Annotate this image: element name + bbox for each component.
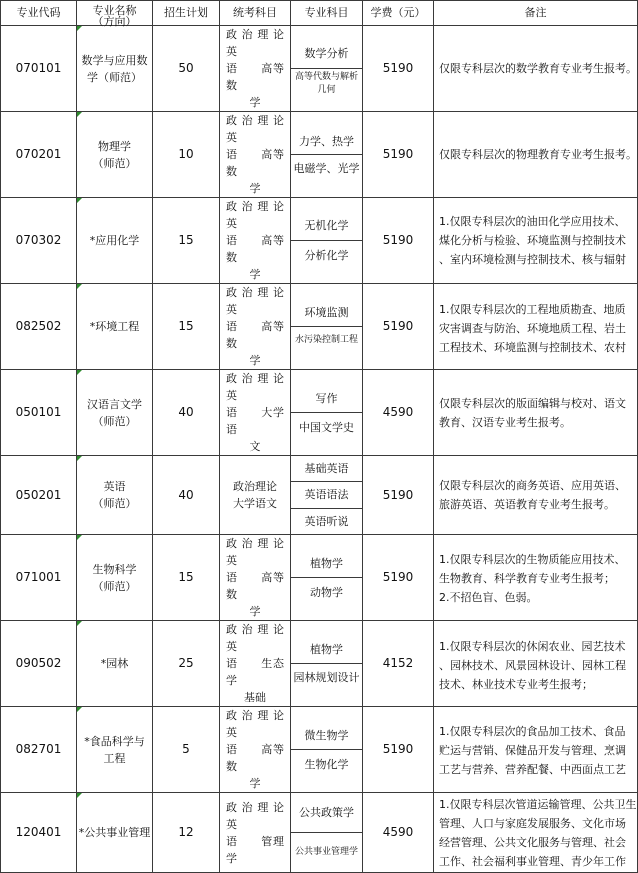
subject-list — [291, 549, 362, 606]
enrollment-plan: 10 — [178, 147, 194, 161]
remark-line: 工作、社会福利事业管理、青少年工作 — [439, 854, 626, 868]
remark-cell — [434, 456, 638, 535]
header-fee: 学费（元） — [363, 1, 434, 26]
table-row — [1, 456, 638, 535]
subject-item: 公共事业管理学 — [294, 847, 358, 857]
major-code-cell — [1, 284, 77, 370]
header-unified: 统考科目 — [220, 1, 291, 26]
major-code-cell — [1, 793, 77, 873]
remark-cell — [434, 198, 638, 284]
subject-cell — [291, 198, 363, 284]
header-row — [1, 1, 638, 26]
remark-line: 、园林技术、风景园林设计、园林工程 — [439, 658, 626, 672]
major-name-line2: （师范） — [92, 414, 137, 428]
unified-exam-line: 语 生态学 — [226, 657, 284, 687]
unified-exam-line: 政治理论 英 — [226, 286, 295, 316]
enrollment-plan: 40 — [178, 405, 194, 419]
remark-text — [439, 637, 637, 691]
remark-line: 1.仅限专科层次的生物质能应用技术、 — [439, 552, 626, 566]
corner-mark — [77, 456, 82, 461]
major-code-cell — [1, 621, 77, 707]
remark-cell — [434, 621, 638, 707]
subject-list — [291, 128, 362, 181]
unified-exam-text — [220, 707, 295, 792]
unified-exam-line: 政治理论 英 — [226, 709, 295, 739]
table-row — [1, 112, 638, 198]
subject-item: 生物化学 — [304, 757, 349, 771]
remark-line: 1.仅限专科层次的休闲农业、园艺技术 — [439, 639, 626, 653]
subject-list — [291, 721, 362, 778]
corner-mark — [77, 793, 82, 798]
subject-cell — [291, 456, 363, 535]
tuition-fee: 5190 — [382, 147, 414, 161]
unified-exam-text — [220, 198, 295, 283]
major-name-line1: 数学与应用数 — [81, 53, 148, 67]
remark-line: 仅限专科层次的物理教育专业考生报考。 — [439, 148, 637, 161]
header-subject: 专业科目 — [291, 1, 363, 26]
plan-cell — [153, 370, 220, 456]
major-name-line1: 物理学 — [98, 139, 131, 153]
remark-cell — [434, 370, 638, 456]
unified-exam-line: 语 大学语 — [226, 406, 284, 436]
unified-exam-cell — [220, 198, 295, 284]
enrollment-plan: 15 — [178, 319, 194, 333]
remark-line: 2.不招色盲、色弱。 — [439, 590, 538, 604]
tuition-cell — [363, 198, 434, 284]
unified-exam-cell — [220, 621, 295, 707]
remark-text — [439, 212, 637, 269]
subject-item: 环境监测 — [291, 299, 362, 327]
remark-text — [439, 476, 637, 514]
unified-exam-line: 语 高等数 — [226, 571, 284, 601]
subject-cell — [291, 707, 363, 793]
major-code: 082502 — [15, 319, 62, 333]
table-row — [1, 535, 638, 621]
unified-exam-line: 学 — [249, 605, 261, 618]
remark-line: 教育、汉语专业考生报考。 — [439, 415, 571, 429]
subject-item: 高等代数与解析几何 — [294, 72, 358, 95]
major-name-line1: *园林 — [100, 657, 129, 670]
subject-item: 力学、热学 — [291, 128, 362, 155]
corner-mark — [77, 370, 82, 375]
unified-exam-text — [220, 799, 295, 867]
unified-exam-line: 语 管理学 — [226, 834, 284, 865]
remark-cell — [434, 793, 638, 873]
unified-exam-line: 学 — [249, 96, 261, 109]
table-row — [1, 621, 638, 707]
remark-line: 技术、林业技术专业考生报考； — [439, 677, 593, 691]
remark-text — [439, 145, 637, 164]
major-code: 070201 — [15, 147, 62, 161]
major-name-line1: *环境工程 — [89, 320, 140, 333]
header-major-label: 专业名称 — [92, 3, 137, 17]
unified-exam-line: 政治理论 英 — [226, 200, 295, 230]
corner-mark — [77, 26, 82, 31]
unified-exam-cell — [220, 456, 291, 535]
enrollment-plan: 50 — [178, 61, 194, 75]
corner-mark — [77, 284, 82, 289]
subject-cell — [291, 370, 363, 456]
unified-exam-line: 政治理论 — [233, 480, 277, 493]
tuition-cell — [363, 26, 434, 112]
remark-cell — [434, 112, 638, 198]
major-name-line2: 学（师范） — [87, 70, 142, 84]
remark-text — [439, 722, 637, 778]
major-name-cell — [77, 198, 153, 284]
tuition-cell — [363, 535, 434, 621]
plan-cell — [153, 621, 220, 707]
subject-item: 无机化学 — [291, 211, 362, 242]
remark-line: 煤化分析与检验、环境监测与控制技术 — [439, 234, 626, 247]
unified-exam-line: 政治理论 英 — [226, 800, 295, 831]
major-name-cell — [77, 707, 153, 793]
enrollment-plan: 12 — [178, 825, 194, 839]
unified-exam-cell — [220, 535, 295, 621]
unified-exam-line: 政治理论 英 — [226, 114, 295, 144]
tuition-fee: 4590 — [382, 405, 414, 419]
unified-exam-text — [220, 370, 295, 455]
subject-item: 分析化学 — [304, 249, 349, 263]
remark-cell — [434, 284, 638, 370]
tuition-fee: 5190 — [382, 570, 414, 584]
tuition-cell — [363, 707, 434, 793]
unified-exam-cell — [220, 370, 295, 456]
major-name-line1: *公共事业管理 — [78, 826, 151, 839]
major-name-cell — [77, 456, 153, 535]
subject-item: 英语听说 — [304, 514, 349, 528]
major-name-line1: 生物科学 — [92, 562, 137, 576]
unified-exam-line: 学 — [249, 354, 261, 367]
subject-list — [291, 299, 362, 354]
corner-mark — [77, 535, 82, 540]
remark-line: 灾害调查与防治、环境地质工程、岩土 — [439, 321, 626, 335]
remark-line: 仅限专科层次的数学教育专业考生报考。 — [439, 62, 637, 75]
major-code: 050101 — [15, 405, 62, 419]
subject-item: 基础英语 — [291, 456, 362, 482]
table-row — [1, 370, 638, 456]
unified-exam-line: 大学语文 — [233, 497, 277, 510]
unified-exam-line: 语 高等数 — [226, 743, 284, 773]
unified-exam-line: 学 — [249, 777, 261, 790]
major-name-line1: 汉语言文学 — [87, 397, 142, 411]
unified-exam-line: 政治理论 英 — [226, 28, 295, 58]
unified-exam-cell — [220, 707, 295, 793]
subject-list — [291, 636, 362, 691]
plan-cell — [153, 26, 220, 112]
major-code: 071001 — [15, 570, 62, 584]
unified-exam-line: 政治理论 英 — [226, 537, 295, 567]
plan-cell — [153, 112, 220, 198]
remark-line: 1.仅限专科层次的食品加工技术、食品 — [439, 724, 626, 738]
unified-exam-line: 语 高等数 — [226, 234, 284, 264]
corner-mark — [77, 707, 82, 712]
major-code: 070101 — [15, 61, 62, 75]
header-code: 专业代码 — [1, 1, 77, 26]
plan-cell — [153, 793, 220, 873]
unified-exam-cell — [220, 793, 295, 873]
enrollment-plan: 40 — [178, 487, 194, 502]
remark-line: 仅限专科层次的商务英语、应用英语、 — [439, 479, 626, 492]
tuition-fee: 5190 — [382, 319, 414, 333]
subject-list — [291, 38, 362, 99]
remark-line: 仅限专科层次的版面编辑与校对、语文 — [439, 396, 626, 410]
unified-exam-line: 学 — [249, 268, 261, 281]
remark-line: 生物教育、科学教育专业考生报考； — [439, 571, 615, 585]
subject-list — [291, 793, 362, 872]
tuition-fee: 5190 — [382, 61, 414, 75]
unified-exam-line: 语 高等数 — [226, 148, 284, 178]
major-code: 120401 — [15, 825, 62, 839]
unified-exam-cell — [220, 284, 295, 370]
major-code-cell — [1, 707, 77, 793]
subject-item: 中国文学史 — [299, 420, 354, 434]
tuition-cell — [363, 112, 434, 198]
major-name-line2: （师范） — [92, 497, 137, 510]
unified-exam-line: 语 高等数 — [226, 320, 284, 350]
unified-exam-cell — [220, 26, 295, 112]
table-row — [1, 198, 638, 284]
remark-line: 经营管理、公共文化服务与管理、社会 — [439, 835, 626, 849]
unified-exam-text — [220, 535, 295, 620]
plan-cell — [153, 535, 220, 621]
major-name-line2: 工程 — [103, 751, 126, 765]
subject-cell — [291, 112, 363, 198]
major-name-cell — [77, 793, 153, 873]
unified-exam-cell — [220, 112, 295, 198]
major-name-cell — [77, 112, 153, 198]
enrollment-plan: 15 — [178, 570, 194, 584]
table-row — [1, 793, 638, 873]
unified-exam-line: 语 高等数 — [226, 62, 284, 92]
plan-cell — [153, 707, 220, 793]
major-code: 090502 — [15, 656, 62, 670]
major-name-line2: （师范） — [92, 156, 137, 170]
major-name-cell — [77, 535, 153, 621]
remark-line: 工程技术、环境监测与控制技术、农村 — [439, 340, 626, 354]
subject-cell — [291, 793, 363, 873]
subject-cell — [291, 621, 363, 707]
tuition-fee: 4590 — [382, 825, 414, 839]
subject-item: 园林规划设计 — [293, 671, 360, 684]
remark-line: 1.仅限专科层次的工程地质勘查、地质 — [439, 302, 626, 316]
corner-mark — [77, 198, 82, 203]
remark-line: 旅游英语、英语教育专业考生报考。 — [439, 498, 615, 511]
remark-cell — [434, 707, 638, 793]
table-row — [1, 707, 638, 793]
header-plan: 招生计划 — [153, 1, 220, 26]
unified-exam-text — [220, 112, 295, 197]
tuition-cell — [363, 370, 434, 456]
unified-exam-line: 学 — [249, 182, 261, 195]
remark-line: 1.仅限专科层次管道运输管理、公共卫生 — [439, 797, 637, 811]
major-code: 050201 — [15, 487, 62, 502]
remark-line: 工艺与营养、营养配餐、中西面点工艺 — [439, 762, 626, 776]
major-code-cell — [1, 456, 77, 535]
major-name-cell — [77, 370, 153, 456]
tuition-cell — [363, 284, 434, 370]
major-code-cell — [1, 535, 77, 621]
remark-text — [439, 394, 637, 432]
unified-exam-text — [220, 478, 290, 512]
remark-line: 贮运与营销、保健品开发与管理、烹调 — [439, 743, 626, 757]
remark-cell — [434, 535, 638, 621]
plan-cell — [153, 198, 220, 284]
plan-cell — [153, 456, 220, 535]
major-name-line1: *应用化学 — [89, 234, 140, 247]
remark-line: 、室内环境检测与控制技术、核与辐射 — [439, 253, 626, 266]
unified-exam-line: 基础 — [244, 691, 266, 704]
unified-exam-line: 政治理论 英 — [226, 372, 295, 402]
tuition-cell — [363, 456, 434, 535]
unified-exam-line: 文 — [249, 440, 261, 453]
major-code-cell — [1, 198, 77, 284]
major-code: 082701 — [15, 742, 62, 756]
header-major — [77, 1, 153, 26]
tuition-cell — [363, 793, 434, 873]
subject-cell — [291, 535, 363, 621]
remark-text — [439, 795, 637, 871]
table-row — [1, 26, 638, 112]
table-row — [1, 284, 638, 370]
subject-list — [291, 211, 362, 271]
subject-item: 电磁学、光学 — [293, 161, 360, 175]
subject-item: 英语语法 — [291, 482, 362, 508]
major-name-cell — [77, 621, 153, 707]
enrollment-plan: 25 — [178, 656, 194, 670]
unified-exam-line: 政治理论 英 — [226, 623, 295, 653]
unified-exam-text — [220, 284, 295, 369]
subject-item: 动物学 — [310, 585, 343, 599]
header-remark: 备注 — [434, 1, 638, 26]
major-name-line2: （师范） — [92, 579, 137, 593]
header-major-sub: （方向） — [92, 14, 137, 28]
subject-item: 微生物学 — [291, 721, 362, 750]
plan-cell — [153, 284, 220, 370]
major-code: 070302 — [15, 233, 62, 247]
major-code-cell — [1, 112, 77, 198]
remark-text — [439, 550, 637, 606]
subject-item: 数学分析 — [291, 38, 362, 69]
subject-list — [291, 456, 362, 534]
remark-cell — [434, 26, 638, 112]
subject-list — [291, 384, 362, 441]
remark-text — [439, 300, 637, 354]
corner-mark — [77, 621, 82, 626]
remark-line: 1.仅限专科层次的油田化学应用技术、 — [439, 215, 626, 228]
major-name-line1: *食品科学与 — [84, 734, 145, 748]
unified-exam-text — [220, 26, 295, 111]
subject-item: 水污染控制工程 — [294, 335, 358, 345]
major-name-line1: 英语 — [103, 480, 126, 493]
tuition-cell — [363, 621, 434, 707]
unified-exam-text — [220, 621, 295, 706]
major-name-cell — [77, 26, 153, 112]
tuition-fee: 5190 — [382, 487, 414, 502]
remark-text — [439, 59, 637, 78]
enrollment-plan: 15 — [178, 233, 194, 247]
subject-cell — [291, 284, 363, 370]
tuition-fee: 4152 — [382, 656, 414, 670]
subject-cell — [291, 26, 363, 112]
major-code-cell — [1, 26, 77, 112]
subject-item: 植物学 — [291, 549, 362, 578]
remark-line: 管理、人口与家庭发展服务、文化市场 — [439, 816, 626, 830]
subject-item: 写作 — [291, 384, 362, 413]
subject-item: 公共政策学 — [291, 793, 362, 833]
tuition-fee: 5190 — [382, 742, 414, 756]
major-name-cell — [77, 284, 153, 370]
subject-item: 植物学 — [291, 636, 362, 664]
enrollment-plan: 5 — [182, 742, 190, 756]
major-code-cell — [1, 370, 77, 456]
corner-mark — [77, 112, 82, 117]
tuition-fee: 5190 — [382, 233, 414, 247]
